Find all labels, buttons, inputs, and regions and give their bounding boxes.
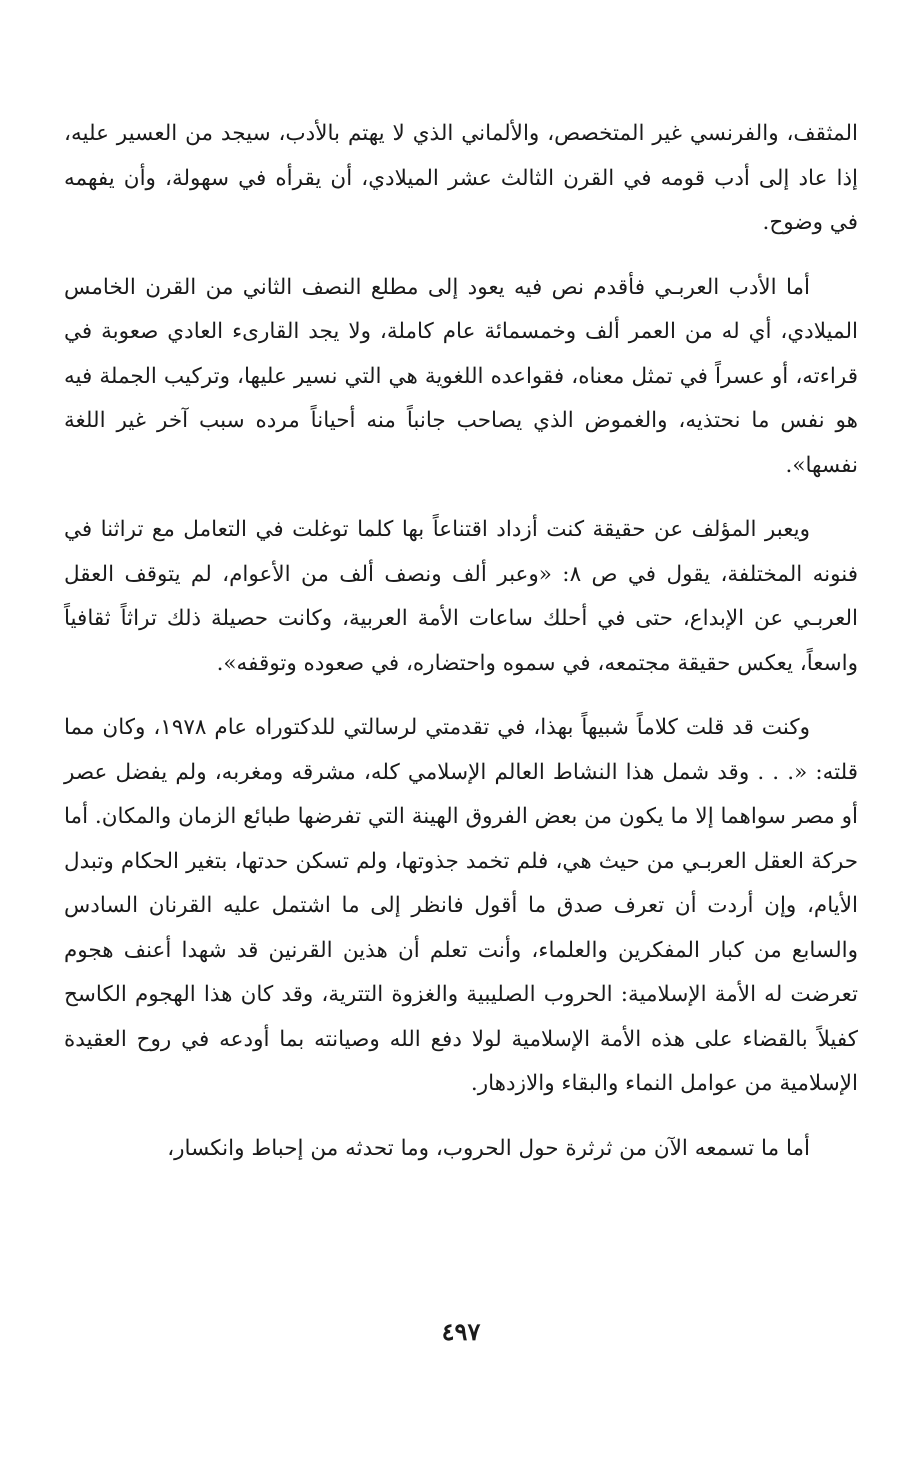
page-number: ٤٩٧ <box>441 1317 481 1346</box>
paragraph-1: المثقف، والفرنسي غير المتخصص، والألماني الذي لا يهتم بالأدب، سيجد من العسير عليه، إذا عاد إلى أدب قومه في القرن الثالث عشر الميلادي، أن يقرأه في سهولة، وأن يفهمه في وضوح. <box>64 121 858 235</box>
paragraph-2: أما الأدب العربـي فأقدم نص فيه يعود إلى مطلع النصف الثاني من القرن الخامس الميلادي، أي له من العمر ألف وخمسمائة عام كاملة، ولا يجد القارىء العادي صعوبة في قراءته، أو عسراً في تمثل معناه، فقواعده اللغوية هي التي نسير عليها، وتركيب الجملة فيه هو نفس ما نحتذيه، والغموض الذي يصاحب جانباً منه أحياناً مرده سبب آخر غير اللغة نفسها». <box>64 274 858 478</box>
paragraph-5: أما ما تسمعه الآن من ثرثرة حول الحروب، وما تحدثه من إحباط وانكسار، <box>167 1135 810 1161</box>
paragraph-4: وكنت قد قلت كلاماً شبيهاً بهذا، في تقدمتي لرسالتي للدكتوراه عام ١٩٧٨، وكان مما قلته: «. . . وقد شمل هذا النشاط العالم الإسلامي كله، مشرقه ومغربه، ولم يفضل عصر أو مصر سواهما إلا ما يكون من بعض الفروق الهينة التي تفرضها طبائع الزمان والمكان. أما حركة العقل العربـي من حيث هي، فلم تخمد جذوتها، ولم تسكن حدتها، بتغير الحكام وتبدل الأيام، وإن أردت أن تعرف صدق ما أقول فانظر إلى ما اشتمل عليه القرنان السادس والسابع من كبار المفكرين والعلماء، وأنت تعلم أن هذين القرنين قد شهدا أعنف هجوم تعرضت له الأمة الإسلامية: الحروب الصليبية والغزوة التترية، وقد كان هذا الهجوم الكاسح كفيلاً بالقضاء على هذه الأمة الإسلامية لولا دفع الله وصيانته بما أودعه في روح العقيدة الإسلامية من عوامل النماء والبقاء والازدهار. <box>64 715 858 1096</box>
page-body-text <box>64 112 858 1191</box>
paragraph-3: ويعبر المؤلف عن حقيقة كنت أزداد اقتناعاً بها كلما توغلت في التعامل مع تراثنا في فنونه المختلفة، يقول في ص ٨: «وعبر ألف ونصف ألف من الأعوام، لم يتوقف العقل العربـي عن الإبداع، حتى في أحلك ساعات الأمة العربية، وكانت حصيلة ذلك تراثاً ثقافياً واسعاً، يعكس حقيقة مجتمعه، في سموه واحتضاره، في صعوده وتوقفه». <box>64 517 858 676</box>
